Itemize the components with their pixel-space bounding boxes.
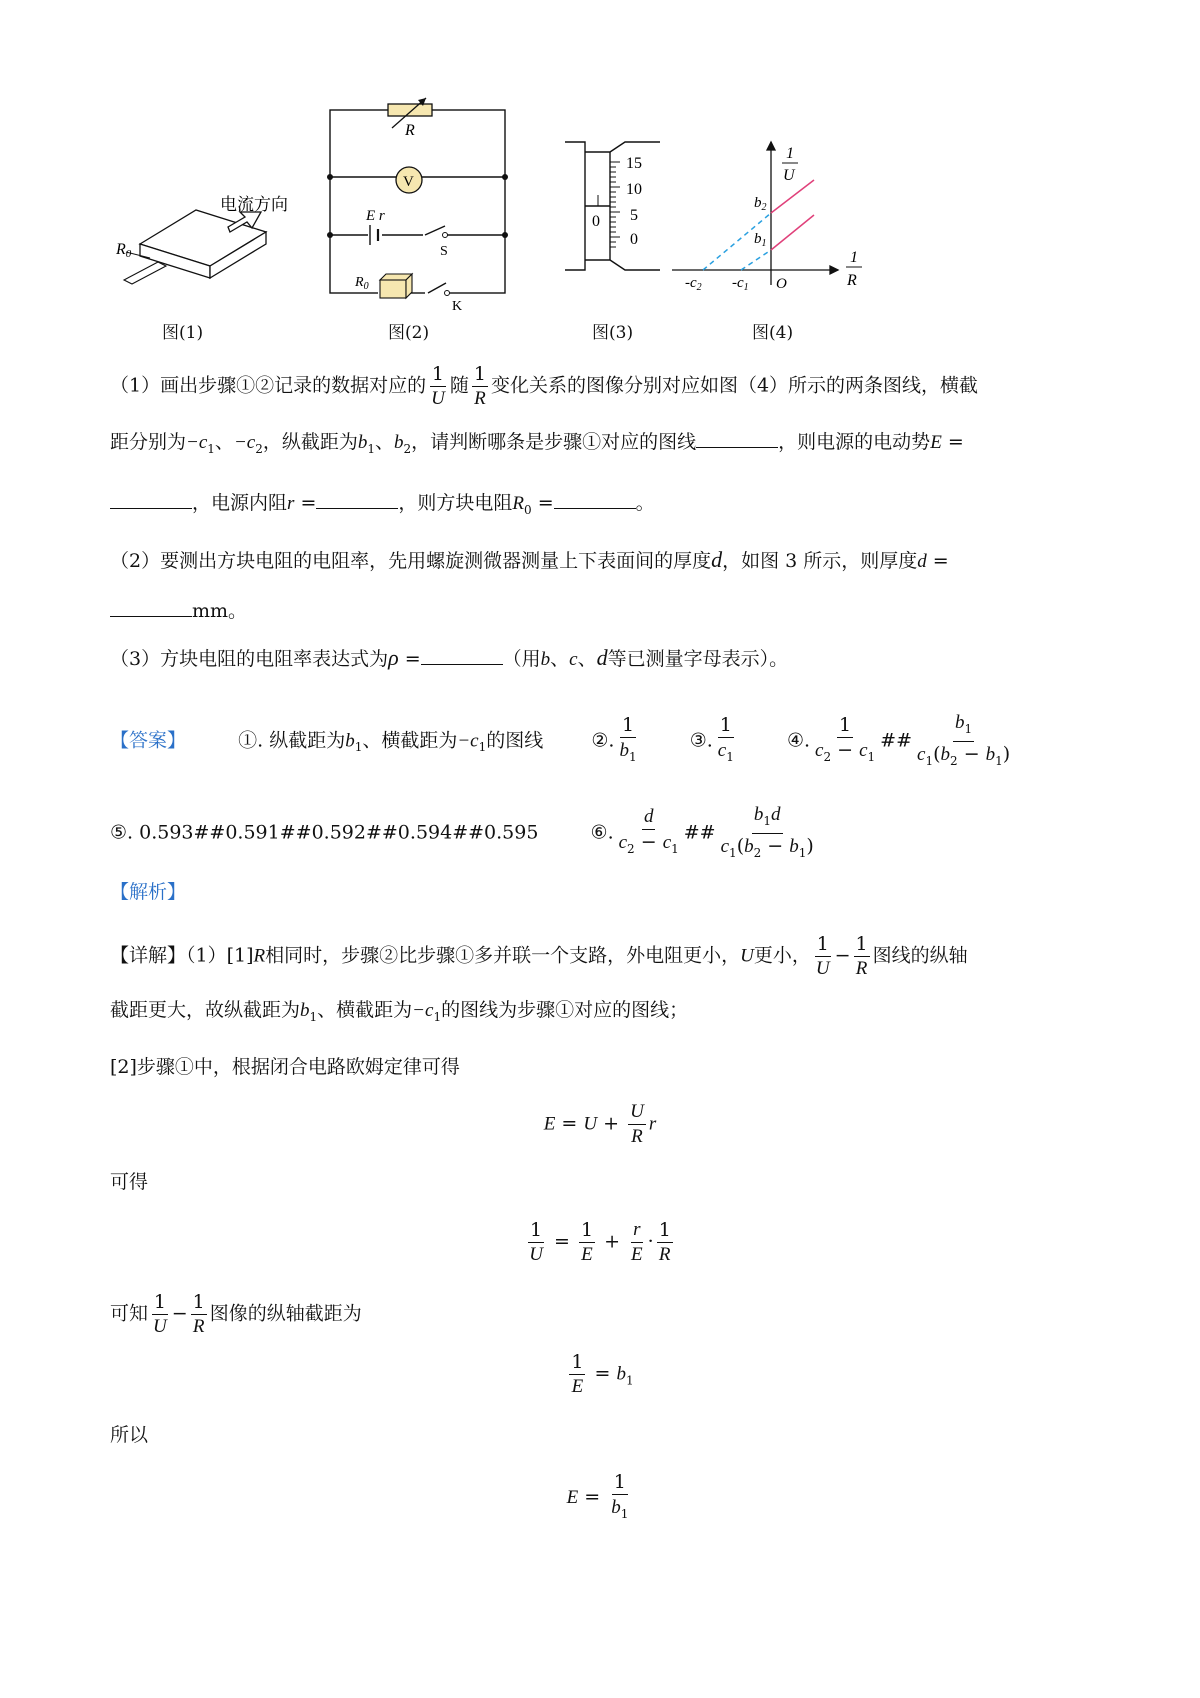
fig3-main-zero: 0 [592,213,600,230]
svg-text:E r: E r [366,208,385,224]
fig2-rheostat [388,98,432,139]
answer-tag: 【答案】 [110,729,187,752]
svg-text:R: R [405,122,415,139]
blank-resistivity[interactable] [421,646,503,665]
svg-text:R0: $R_0$ [355,275,369,292]
q1-line1: （1）画出步骤①②记录的数据对应的 $\frac{1}{U}$ 随 $\frac{1}{R}$ 变化关系的图像分别对应如图（4）所示的两条图线，横截 [110,363,979,409]
fig2-voltmeter [396,167,422,193]
q1-line2: 距分别为$-c_1$、$-c_2$，纵截距为$b_1$、$b_2$，请判断哪条是步骤①对应的图线 ，则电源的电动势E = [110,431,964,456]
equation-3: $\frac{1}{E}$ = $b_1$ [571,1351,634,1397]
q1-line3: ，电源内阻r = ，则方块电阻$R_0$ = 。 [110,488,655,525]
fig2-switch-s [423,225,448,259]
fig3-ticks [610,162,620,247]
blank-emf[interactable] [110,490,192,509]
fig4-b1-label: $b_1$ [754,231,767,249]
fig4-neg-c1-label: $-c_1$ [732,275,749,293]
fig3-micrometer [565,142,660,270]
answer-line1: 【答案】 ①. 纵截距为$b_1$、横截距为$-c_1$的图线 ②. $\frac{1}{b_1}$ ③. $\frac{1}{c_1}$ ④. $\frac{1}{c_2 - c_1}$ ## $\frac{b_1}{c_1(b_2 - b_1)}$ [110,712,1011,768]
fig3-tick-10: 10 [626,181,642,198]
answer-line2: ⑤. 0.593##0.591##0.592##0.594##0.595 ⑥. $\frac{d}{c_2 - c_1}$ ## $\frac{b_1d}{c_1(b_2 - b_1)}$ [110,804,814,860]
fig2-circuit [330,110,505,293]
fig4-graph-lines [703,180,814,270]
blank-line-choice[interactable] [696,429,778,448]
fig4-y-label-num: 1 [786,145,794,162]
fig2-caption: 图(2) [388,323,430,343]
analysis-tag: 【解析】 [110,881,187,903]
fig1-caption: 图(1) [162,323,204,343]
equation-2: $\frac{1}{U}$ = $\frac{1}{E}$ + $\frac{r}{E}$ · $\frac{1}{R}$ [529,1219,671,1265]
detail-line5: 可知 $\frac{1}{U}$ − $\frac{1}{R}$ 图像的纵轴截距为 [110,1291,362,1337]
frac-1-over-R: $\frac{1}{R}$ [473,363,486,409]
frac-1-over-U: $\frac{1}{U}$ [431,363,445,409]
detail-line3: [2]步骤①中，根据闭合电路欧姆定律可得 [110,1056,460,1078]
fig4-origin-label: O [776,276,787,292]
fig4-b2-label: $b_2$ [754,195,767,213]
fig3-tick-0: 0 [630,231,638,248]
fig3-tick-15: 15 [626,155,642,172]
detail-line4: 可得 [110,1171,149,1193]
q2-line2: mm。 [110,596,247,626]
fig1-resistor-label: R0 [116,241,132,260]
fig4-x-label-num: 1 [850,249,858,266]
fig2-block [354,274,412,302]
fig4-caption: 图(4) [752,323,794,343]
figure-row [0,0,1200,345]
fig4-axes [672,142,838,285]
svg-text:S: S [440,244,448,259]
fig4-y-label-den: U [783,167,795,184]
fig3-tick-5: 5 [630,207,638,224]
fig2-switch-k [425,283,462,314]
svg-text:K: K [452,299,463,314]
fig4-neg-c2-label: $-c_2$ [685,275,702,293]
detail-line1: 【详解】（1）[1]R相同时，步骤②比步骤①多并联一个支路，外电阻更小，U更小， $\frac{1}{U}$ − $\frac{1}{R}$ 图线的纵轴 [110,933,968,979]
detail-line2: 截距更大，故纵截距为$b_1$、横截距为$-c_1$的图线为步骤①对应的图线； [110,999,689,1024]
equation-4: E = $\frac{1}{b_1}$ [566,1471,629,1521]
fig2-battery [365,208,385,248]
q3-line: （3）方块电阻的电阻率表达式为ρ = （用b、c、d等已测量字母表示）。 [110,645,789,670]
svg-text:V: V [403,174,414,190]
fig4-x-label-den: R [847,272,857,289]
fig3-caption: 图(3) [592,323,634,343]
equation-1: E = U + $\frac{U}{R}$ r [543,1101,657,1147]
q2-line1: （2）要测出方块电阻的电阻率，先用螺旋测微器测量上下表面间的厚度d，如图 3 所示，则厚度d = [110,547,949,572]
fig1-current-label: 电流方向 [220,195,288,214]
detail-line6: 所以 [110,1424,149,1446]
blank-internal-resistance[interactable] [316,490,398,509]
blank-thickness[interactable] [110,598,192,617]
blank-block-resistance[interactable] [554,490,636,509]
